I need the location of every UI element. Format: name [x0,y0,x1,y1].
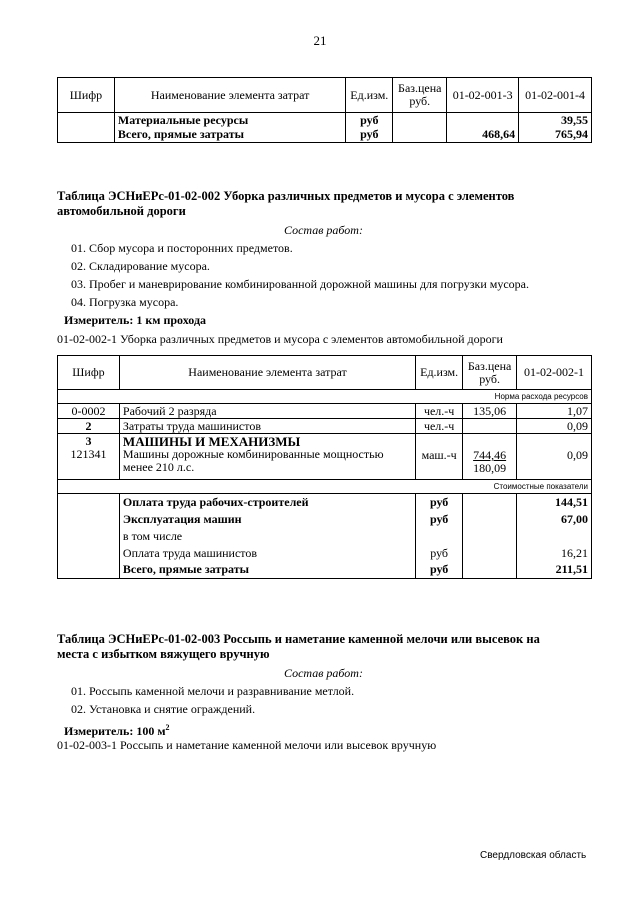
header-name: Наименование элемента затрат [114,78,345,113]
row-value: 0,09 [517,419,592,434]
row-name: Материальные ресурсы [114,113,345,128]
summary-name: в том числе [119,528,415,545]
row-name: Рабочий 2 разряда [119,404,415,419]
row-col3 [447,113,519,128]
row-price: 744,46 [473,448,507,462]
summary-name: Оплата труда машинистов [119,545,415,562]
summary-name: Всего, прямые затраты [119,562,415,579]
header-code: Шифр [58,78,115,113]
summary-name: Эксплуатация машин [119,511,415,528]
step: 04. Погрузка мусора. [71,295,179,309]
summary-value: 144,51 [517,494,592,511]
footer-region: Свердловская область [480,850,587,861]
row-price-2: 180,09 [473,461,507,475]
group-name: МАШИНЫ И МЕХАНИЗМЫ [122,434,301,449]
step: 02. Складирование мусора. [71,259,210,273]
row-name-cont: менее 210 л.с. [122,460,195,474]
composition-label: Состав работ: [284,223,363,237]
row-code: 0-0002 [58,404,120,419]
summary-value: 67,00 [517,511,592,528]
header-unit: Ед.изм. [346,78,393,113]
code-line: 01-02-002-1 Уборка различных предметов и мусора с элементов автомобильной дороги [57,332,503,346]
row-price [463,419,517,434]
composition-label: Состав работ: [284,666,363,680]
row-value: 1,07 [517,404,592,419]
header-col-4: 01-02-001-4 [519,78,592,113]
step: 02. Установка и снятие ограждений. [71,702,256,716]
summary-value: 16,21 [517,545,592,562]
row-unit: чел.-ч [416,419,463,434]
header-col-3: 01-02-001-3 [447,78,519,113]
row-price: 135,06 [463,404,517,419]
code-line: 01-02-003-1 Россыпь и наметание каменной мелочи или высевок вручную [57,738,437,752]
row-col3: 468,64 [447,128,519,143]
step: 01. Сбор мусора и посторонних предметов. [71,241,293,255]
row-unit: маш.-ч [416,434,463,480]
summary-unit: руб [416,511,463,528]
resource-table [57,355,592,579]
row-name: Машины дорожные комбинированные мощностью [122,447,384,461]
header-col: 01-02-002-1 [517,356,592,390]
row-code: 2 [58,419,120,434]
summary-unit: руб [416,545,463,562]
header-code: Шифр [58,356,120,390]
page-number: 21 [313,33,327,48]
row-col4: 765,94 [519,128,592,143]
row-name: Затраты труда машинистов [119,419,415,434]
table-continued [57,77,592,143]
header-price: Баз.цена руб. [463,356,517,390]
row-unit: руб [346,128,393,143]
summary-unit: руб [416,494,463,511]
header-unit: Ед.изм. [416,356,463,390]
summary-value: 211,51 [517,562,592,579]
cost-label: Стоимостные показатели [58,480,592,494]
step: 03. Пробег и маневрирование комбинированной дорожной машины для погрузки мусора. [71,277,529,291]
section-title: Таблица ЭСНиЕРс-01-02-003 Россыпь и наметание каменной мелочи или высевок на места с избытком вяжущего вручную [57,632,540,661]
group-code: 3 [85,434,92,448]
summary-name: Оплата труда рабочих-строителей [119,494,415,511]
measure: Измеритель: 1 км прохода [64,313,207,327]
row-col4: 39,55 [519,113,592,128]
row-name: Всего, прямые затраты [114,128,345,143]
row-unit: руб [346,113,393,128]
summary-unit: руб [416,562,463,579]
row-unit: чел.-ч [416,404,463,419]
header-name: Наименование элемента затрат [119,356,415,390]
norm-label: Норма расхода ресурсов [58,390,592,404]
measure: Измеритель: 100 $м^2$ [64,723,170,738]
section-title: Таблица ЭСНиЕРс-01-02-002 Уборка различных предметов и мусора с элементов автомобильной дороги [57,189,515,218]
row-code: 121341 [70,447,107,461]
row-value: 0,09 [517,434,592,480]
step: 01. Россыпь каменной мелочи и разравнивание метлой. [71,684,355,698]
header-price: Баз.цена руб. [393,78,447,113]
